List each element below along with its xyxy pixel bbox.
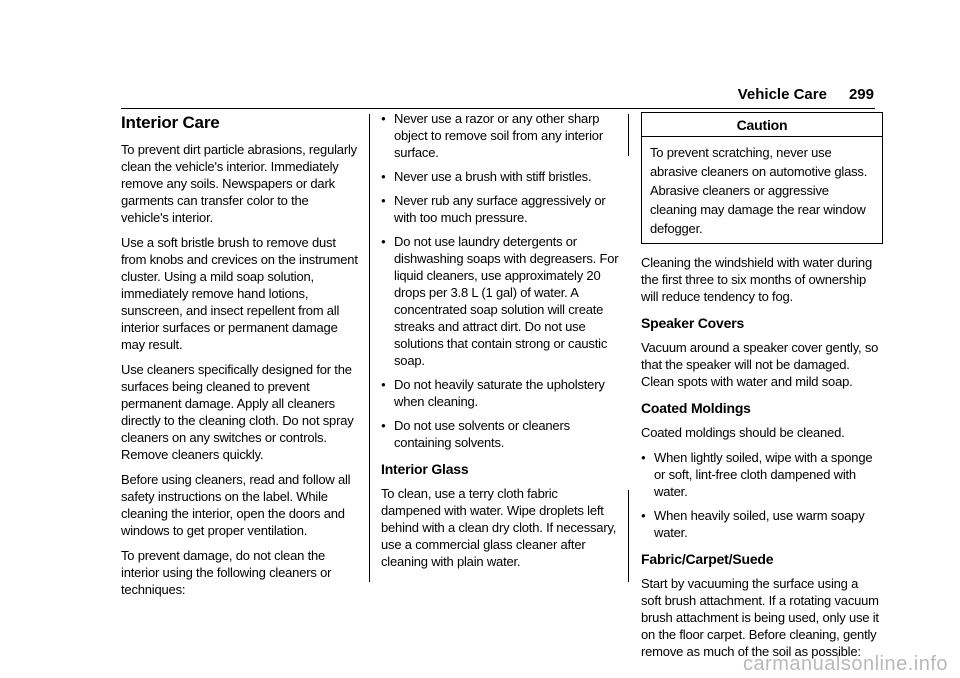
bullet-item: ● Do not heavily saturate the upholstery when cleaning. xyxy=(381,376,619,410)
column-divider-3 xyxy=(628,490,629,582)
paragraph: Cleaning the windshield with water during the first three to six months of ownership will reduce tendency to fog. xyxy=(641,255,872,304)
paragraph: To clean, use a terry cloth fabric dampened with water. Wipe droplets left behind with a clean dry cloth. If necessary, use a commercial glass cleaner after cleaning with plain water. xyxy=(381,486,617,569)
bullet-item: ● When lightly soiled, wipe with a sponge or soft, lint-free cloth dampened with water. xyxy=(641,449,879,500)
bullet-item: ● Do not use laundry detergents or dishwashing soaps with degreasers. For liquid cleaners, use approximately 20 drops per 3.8 L (1 gal) of water. A concentrated soap solution will create streaks and attract dirt. Do not use solutions that contain strong or caustic soap. xyxy=(381,233,619,369)
caution-text: To prevent scratching, never use abrasive cleaners on automotive glass. Abrasive cleaners or aggressive cleaning may damage the rear window defogger. xyxy=(650,145,868,236)
interior-care-heading: Interior Care xyxy=(121,113,220,132)
watermark: carmanualsonline.info xyxy=(742,653,948,675)
section-title: Vehicle Care xyxy=(737,86,827,103)
paragraph: Use cleaners specifically designed for the surfaces being cleaned to prevent permanent damage. Apply all cleaners directly to the cleaning cloth. Do not spray cleaners on any switches or controls. Remove cleaners quickly. xyxy=(121,362,354,462)
column-divider-1 xyxy=(369,114,370,582)
column-divider-2 xyxy=(628,114,629,156)
paragraph: Use a soft bristle brush to remove dust from knobs and crevices on the instrument cluster. Using a mild soap solution, immediately remove hand lotions, sunscreen, and insect repellent from all interior surfaces or permanent damage may result. xyxy=(121,235,358,352)
column-1 xyxy=(121,114,359,606)
interior-glass-heading: Interior Glass xyxy=(381,461,469,477)
column-2 xyxy=(381,110,619,578)
fabric-carpet-suede-heading: Fabric/Carpet/Suede xyxy=(641,551,774,567)
bullet-item: ● Do not use solvents or cleaners containing solvents. xyxy=(381,417,619,451)
paragraph: To prevent dirt particle abrasions, regularly clean the vehicle's interior. Immediately remove any soils. Newspapers or dark garments can transfer color to the vehicle's interior. xyxy=(121,142,357,225)
speaker-covers-heading: Speaker Covers xyxy=(641,315,745,331)
caution-title: Caution xyxy=(642,113,882,137)
page-number: 299 xyxy=(848,86,874,103)
bullet-item: ● Never use a brush with stiff bristles. xyxy=(381,168,619,185)
cleaning-bullets xyxy=(381,110,619,451)
paragraph: Vacuum around a speaker cover gently, so that the speaker will not be damaged. Clean spots with water and mild soap. xyxy=(641,340,879,389)
paragraph: Coated moldings should be cleaned. xyxy=(641,425,845,440)
header-rule xyxy=(121,108,875,109)
caution-box xyxy=(641,112,883,244)
bullet-item: ● Never use a razor or any other sharp object to remove soil from any interior surface. xyxy=(381,110,619,161)
page-header xyxy=(738,86,874,103)
column-3 xyxy=(641,112,879,668)
bullet-item: ● Never rub any surface aggressively or with too much pressure. xyxy=(381,192,619,226)
paragraph: Start by vacuuming the surface using a soft brush attachment. If a rotating vacuum brush attachment is being used, only use it on the floor carpet. Before cleaning, gently remove as much of the soil as possible: xyxy=(641,576,879,659)
moldings-bullets xyxy=(641,449,879,541)
paragraph: Before using cleaners, read and follow all safety instructions on the label. While cleaning the interior, open the doors and windows to get proper ventilation. xyxy=(121,472,351,538)
coated-moldings-heading: Coated Moldings xyxy=(641,400,751,416)
bullet-item: ● When heavily soiled, use warm soapy water. xyxy=(641,507,879,541)
paragraph: To prevent damage, do not clean the interior using the following cleaners or techniques: xyxy=(121,548,332,597)
